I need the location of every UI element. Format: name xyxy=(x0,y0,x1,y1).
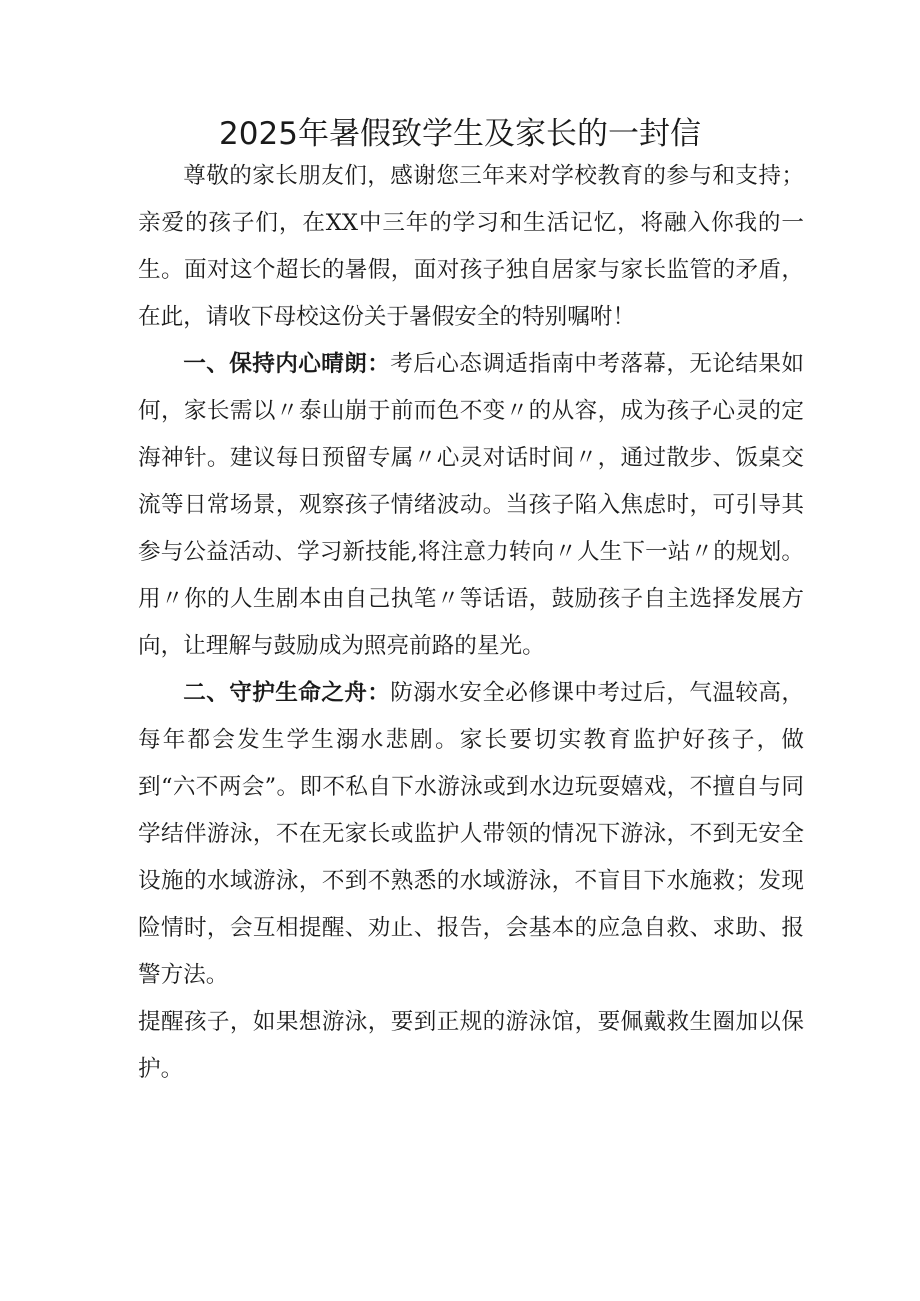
letter-body xyxy=(138,153,804,1093)
section-heading-2: 二、守护生命之舟： xyxy=(183,680,391,706)
closing-paragraph: 提醒孩子，如果想游泳，要到正规的游泳馆，要佩戴救生圈加以保护。 xyxy=(138,1009,804,1082)
section-paragraph-2 xyxy=(138,670,804,999)
intro-paragraph: 尊敬的家长朋友们，感谢您三年来对学校教育的参与和支持；亲爱的孩子们，在XX中三年的学习和生活记忆，将融入你我的一生。面对这个超长的暑假，面对孩子独自居家与家长监管的矛盾，在此，请收下母校这份关于暑假安全的特别嘱咐！ xyxy=(138,163,804,330)
section-text-2: 防溺水安全必修课中考过后，气温较高，每年都会发生学生溺水悲剧。家长要切实教育监护好孩子，做到“六不两会”。即不私自下水游泳或到水边玩耍嬉戏，不擅自与同学结伴游泳，不在无家长或监护人带领的情况下游泳，不到无安全设施的水域游泳，不到不熟悉的水域游泳，不盲目下水施救；发现险情时，会互相提醒、劝止、报告，会基本的应急自救、求助、报警方法。 xyxy=(138,680,805,988)
section-paragraph-1 xyxy=(138,341,804,670)
page-title: 2025年暑假致学生及家长的一封信 xyxy=(219,116,701,152)
section-heading-1: 一、保持内心晴朗： xyxy=(183,351,391,377)
section-text-1: 考后心态调适指南中考落幕，无论结果如何，家长需以〃泰山崩于前而色不变〃的从容，成为孩子心灵的定海神针。建议每日预留专属〃心灵对话时间〃，通过散步、饭桌交流等日常场景，观察孩子情绪波动。当孩子陷入焦虑时，可引导其参与公益活动、学习新技能,将注意力转向〃人生下一站〃的规划。用〃你的人生剧本由自己执笔〃等话语，鼓励孩子自主选择发展方向，让理解与鼓励成为照亮前路的星光。 xyxy=(138,351,805,659)
